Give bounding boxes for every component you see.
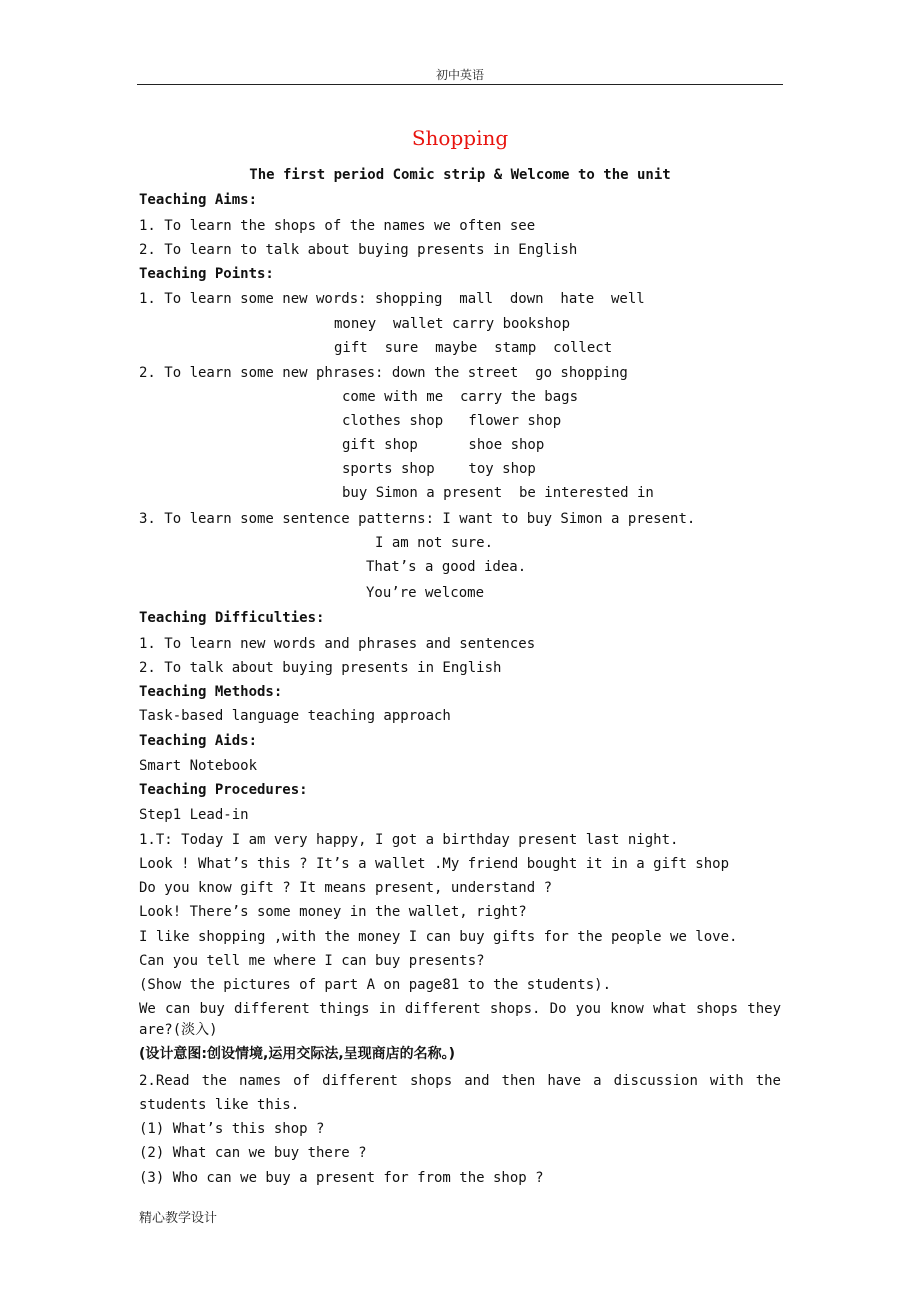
points-patterns-line: I am not sure. [375,535,494,551]
shops-question-line: are?(淡入) [139,1022,218,1038]
points-patterns-intro: 3. To learn some sentence patterns: I want to buy Simon a present. [139,511,696,527]
document-title: Shopping [411,126,509,150]
points-words-line: money wallet carry bookshop [334,316,571,332]
lead-in-line: (Show the pictures of part A on page81 to the students). [139,977,612,993]
page-footer: 精心教学设计 [139,1211,218,1226]
document-subtitle: The first period Comic strip & Welcome to the unit [249,167,671,183]
methods-heading: Teaching Methods: [139,684,283,700]
header-rule [137,84,783,85]
question-item: (3) Who can we buy a present for from the shop ? [139,1170,544,1186]
lead-in-line: Look! There’s some money in the wallet, right? [139,904,527,920]
aim-item: 2. To learn to talk about buying presents in English [139,242,578,258]
difficulty-item: 2. To talk about buying presents in English [139,660,502,676]
points-phrases-line: clothes shop flower shop [342,413,562,429]
read-instruction-line: students like this. [139,1097,300,1113]
points-patterns-line: That’s a good idea. [366,559,527,575]
points-phrases-line: come with me carry the bags [342,389,579,405]
question-item: (1) What’s this shop ? [139,1121,325,1137]
points-phrases-intro: 2. To learn some new phrases: down the street go shopping [139,365,628,381]
points-heading: Teaching Points: [139,266,274,282]
points-phrases-line: gift shop shoe shop [342,437,545,453]
methods-text: Task-based language teaching approach [139,708,451,724]
difficulty-item: 1. To learn new words and phrases and sentences [139,636,536,652]
shops-question-line: We can buy different things in different shops. Do you know what shops they [139,1001,781,1017]
points-patterns-line: You’re welcome [366,585,485,601]
lead-in-line: Can you tell me where I can buy presents? [139,953,485,969]
points-phrases-line: buy Simon a present be interested in [342,485,654,501]
points-words-line: gift sure maybe stamp collect [334,340,613,356]
read-instruction-line: 2.Read the names of different shops and then have a discussion with the [139,1073,781,1089]
design-note: (设计意图:创设情境,运用交际法,呈现商店的名称。) [139,1046,456,1062]
points-phrases-line: sports shop toy shop [342,461,536,477]
lead-in-line: Do you know gift ? It means present, understand ? [139,880,553,896]
points-words-intro: 1. To learn some new words: shopping mall down hate well [139,291,645,307]
aids-heading: Teaching Aids: [139,733,258,749]
procedures-heading: Teaching Procedures: [139,782,308,798]
page-header: 初中英语 [435,68,484,82]
difficulties-heading: Teaching Difficulties: [139,610,325,626]
lead-in-line: I like shopping ,with the money I can buy gifts for the people we love. [139,929,738,945]
lead-in-line: Look ! What’s this ? It’s a wallet .My friend bought it in a gift shop [139,856,730,872]
lead-in-line: 1.T: Today I am very happy, I got a birthday present last night. [139,832,679,848]
aids-text: Smart Notebook [139,758,258,774]
aims-heading: Teaching Aims: [139,192,258,208]
aim-item: 1. To learn the shops of the names we often see [139,218,536,234]
question-item: (2) What can we buy there ? [139,1145,367,1161]
step-heading: Step1 Lead-in [139,807,249,823]
